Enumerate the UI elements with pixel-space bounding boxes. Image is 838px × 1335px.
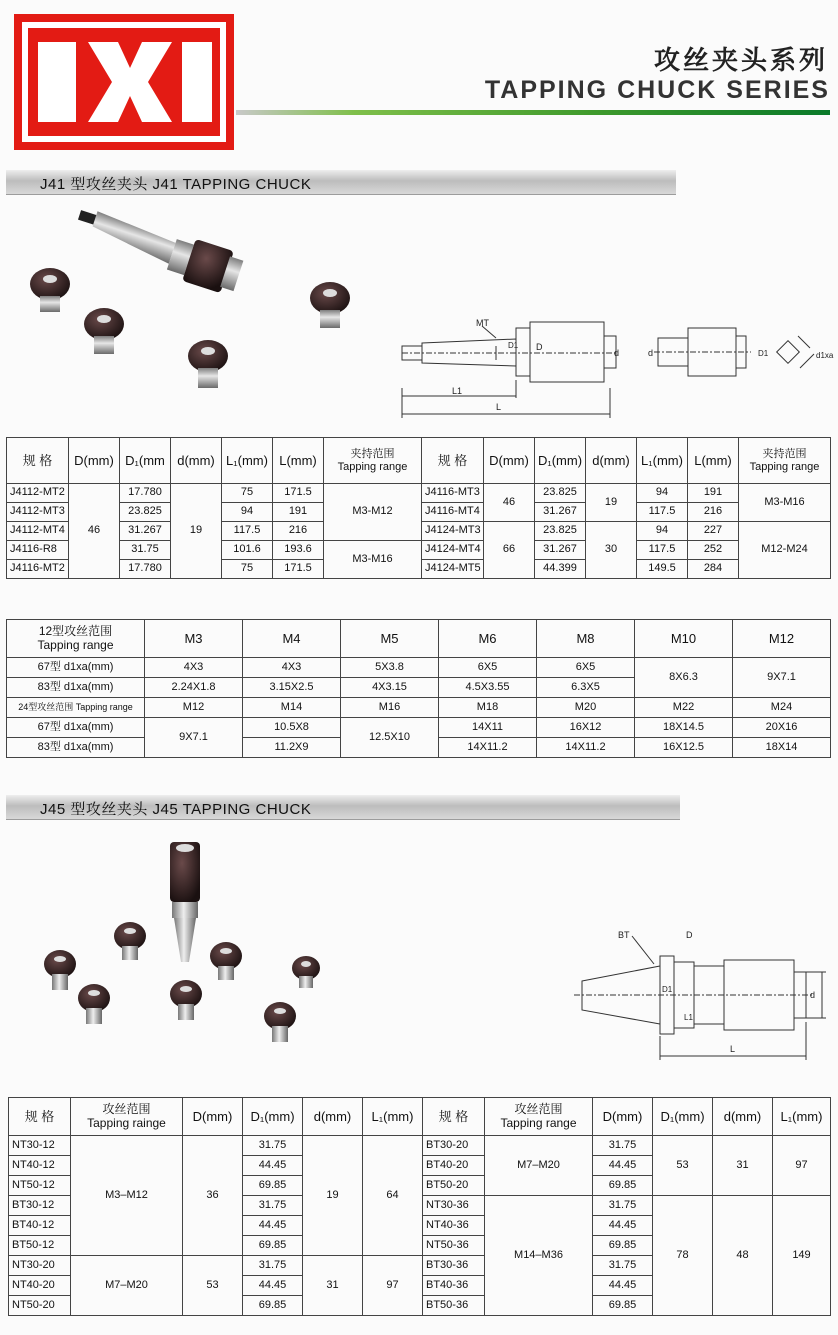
j41-label-l1: L1 bbox=[452, 386, 463, 396]
table-row: NT50-20 69.85 BT50-36 69.85 bbox=[9, 1296, 831, 1316]
table-row: 67型 d1xa(mm) 9X7.1 10.5X8 12.5X10 14X11 16X12 18X14.5 20X16 bbox=[7, 718, 831, 738]
j41-h-d-r: D(mm) bbox=[484, 438, 535, 484]
j41-h-dsmall: d(mm) bbox=[171, 438, 222, 484]
j41-h-model-r: 规 格 bbox=[422, 438, 484, 484]
j41-label-dxa: d1xa bbox=[816, 351, 834, 360]
j41-h-l1: L₁(mm) bbox=[222, 438, 273, 484]
j41-section-title: J41 型攻丝夹头 J41 TAPPING CHUCK bbox=[40, 176, 312, 193]
table-row: 67型 d1xa(mm) 4X3 4X3 5X3.8 6X5 6X5 8X6.3 9X7.1 bbox=[7, 658, 831, 678]
j41-label-d-collet: d bbox=[648, 348, 654, 358]
table-row: J4116-R8 31.75 101.6 193.6 M3-M16 J4124-MT4 31.267 117.5 252 bbox=[7, 541, 831, 560]
j41-label-l: L bbox=[496, 402, 502, 412]
j41-label-d: D bbox=[536, 342, 543, 352]
j41-label-mt: MT bbox=[476, 318, 489, 328]
title-english: TAPPING CHUCK SERIES bbox=[484, 76, 830, 104]
j41-product-photo bbox=[20, 210, 360, 400]
table-row: BT40-12 44.45 NT40-36 44.45 bbox=[9, 1216, 831, 1236]
table-row: BT50-12 69.85 NT50-36 69.85 bbox=[9, 1236, 831, 1256]
table-row: NT40-12 44.45 BT40-20 44.45 bbox=[9, 1156, 831, 1176]
j45-label-d: D bbox=[686, 930, 693, 940]
table-row: BT30-12 31.75 NT30-36 M14–M36 31.75 78 48 149 bbox=[9, 1196, 831, 1216]
table-row: J4116-MT2 17.780 75 171.5 J4124-MT5 44.399 149.5 284 bbox=[7, 560, 831, 579]
j45-section-title: J45 型攻丝夹头 J45 TAPPING CHUCK bbox=[40, 801, 312, 818]
j45-section-bar bbox=[6, 795, 680, 820]
table-row: 83型 d1xa(mm) 11.2X9 14X11.2 14X11.2 16X12.5 18X14 bbox=[7, 738, 831, 758]
table-row: J4112-MT3 23.825 94 191 J4116-MT4 31.267 117.5 216 bbox=[7, 503, 831, 522]
j45-h-d1-r: D₁(mm) bbox=[653, 1098, 713, 1136]
j41-h-d1-r: D₁(mm) bbox=[535, 438, 586, 484]
j45-label-bt: BT bbox=[618, 930, 630, 940]
j41-h-l: L(mm) bbox=[273, 438, 324, 484]
j45-h-dsmall: d(mm) bbox=[303, 1098, 363, 1136]
table-row: NT30-12 M3–M12 36 31.75 19 64 BT30-20 M7–M20 31.75 53 31 97 bbox=[9, 1136, 831, 1156]
j45-spec-table bbox=[8, 1097, 831, 1316]
j45-product-photo bbox=[36, 838, 336, 1058]
range12-header: 12型攻丝范围 Tapping range bbox=[7, 620, 145, 658]
j45-label-d-small: d bbox=[810, 990, 816, 1000]
table-row: NT50-12 69.85 BT50-20 69.85 bbox=[9, 1176, 831, 1196]
j41-h-l-r: L(mm) bbox=[688, 438, 739, 484]
table-row: 24型攻丝范围 Tapping range M12 M14 M16 M18 M20 M22 M24 bbox=[7, 698, 831, 718]
j45-h-range: 攻丝范围 Tapping rainge bbox=[71, 1098, 183, 1136]
j41-h-d1: D₁(mm bbox=[120, 438, 171, 484]
j45-h-dsmall-r: d(mm) bbox=[713, 1098, 773, 1136]
table-row: J4112-MT2 46 17.780 19 75 171.5 M3-M12 J4116-MT3 46 23.825 19 94 191 M3-M16 bbox=[7, 484, 831, 503]
j41-h-d: D(mm) bbox=[69, 438, 120, 484]
tapping-range-table: 12型攻丝范围 Tapping range M3 M4 M5 M6 M8 M10 M12 67型 d1xa(mm) 4X3 4X3 5X3.8 6X5 6X5 8X6.3 9X7.1 83型 d1xa(mm) 2.24X1.8 3.15X2.5 4X3.15 4.5X3.55 6.3X5 24型攻丝范围 Tapping range M12 M14 M16 M18 M20 M22 M24 67型 d1xa(mm) 9X7.1 10.5X8 12.5X10 14X11 16X12 18X14.5 20X16 83型 d1xa(mm) 11.2X9 14X11.2 14X11.2 16X12.5 18X14 bbox=[6, 619, 831, 758]
j45-h-l1: L₁(mm) bbox=[363, 1098, 423, 1136]
j41-label-d-small: d bbox=[614, 348, 620, 358]
j41-label-d1-collet: D1 bbox=[758, 349, 769, 358]
j41-h-model: 规 格 bbox=[7, 438, 69, 484]
j41-spec-table bbox=[6, 437, 831, 579]
j41-h-range-r: 夹持范围 Tapping range bbox=[739, 438, 831, 484]
j45-h-d-r: D(mm) bbox=[593, 1098, 653, 1136]
j41-label-d1: D1 bbox=[508, 341, 519, 350]
table-row: J4112-MT4 31.267 117.5 216 J4124-MT3 66 23.825 30 94 227 M12-M24 bbox=[7, 522, 831, 541]
table-row: NT30-20 M7–M20 53 31.75 31 97 BT30-36 31.75 bbox=[9, 1256, 831, 1276]
j45-h-model-r: 规 格 bbox=[423, 1098, 485, 1136]
j45-h-l1-r: L₁(mm) bbox=[773, 1098, 831, 1136]
j41-technical-drawing bbox=[396, 318, 836, 422]
j45-h-d: D(mm) bbox=[183, 1098, 243, 1136]
j45-h-range-r: 攻丝范围 Tapping range bbox=[485, 1098, 593, 1136]
j41-section-bar bbox=[6, 170, 676, 195]
j41-h-l1-r: L₁(mm) bbox=[637, 438, 688, 484]
j41-h-dsmall-r: d(mm) bbox=[586, 438, 637, 484]
j45-technical-drawing bbox=[574, 926, 834, 1066]
j41-h-range: 夹持范围 Tapping range bbox=[324, 438, 422, 484]
j45-h-d1: D₁(mm) bbox=[243, 1098, 303, 1136]
j45-label-d1: D1 bbox=[662, 985, 673, 994]
table-row: 83型 d1xa(mm) 2.24X1.8 3.15X2.5 4X3.15 4.5X3.55 6.3X5 bbox=[7, 678, 831, 698]
j45-label-l1: L1 bbox=[684, 1013, 693, 1022]
title-chinese: 攻丝夹头系列 bbox=[653, 46, 828, 76]
j45-h-model: 规 格 bbox=[9, 1098, 71, 1136]
j45-label-l: L bbox=[730, 1044, 736, 1054]
ixi-logo bbox=[14, 14, 234, 150]
table-row: NT40-20 44.45 BT40-36 44.45 bbox=[9, 1276, 831, 1296]
title-underline bbox=[236, 110, 830, 115]
